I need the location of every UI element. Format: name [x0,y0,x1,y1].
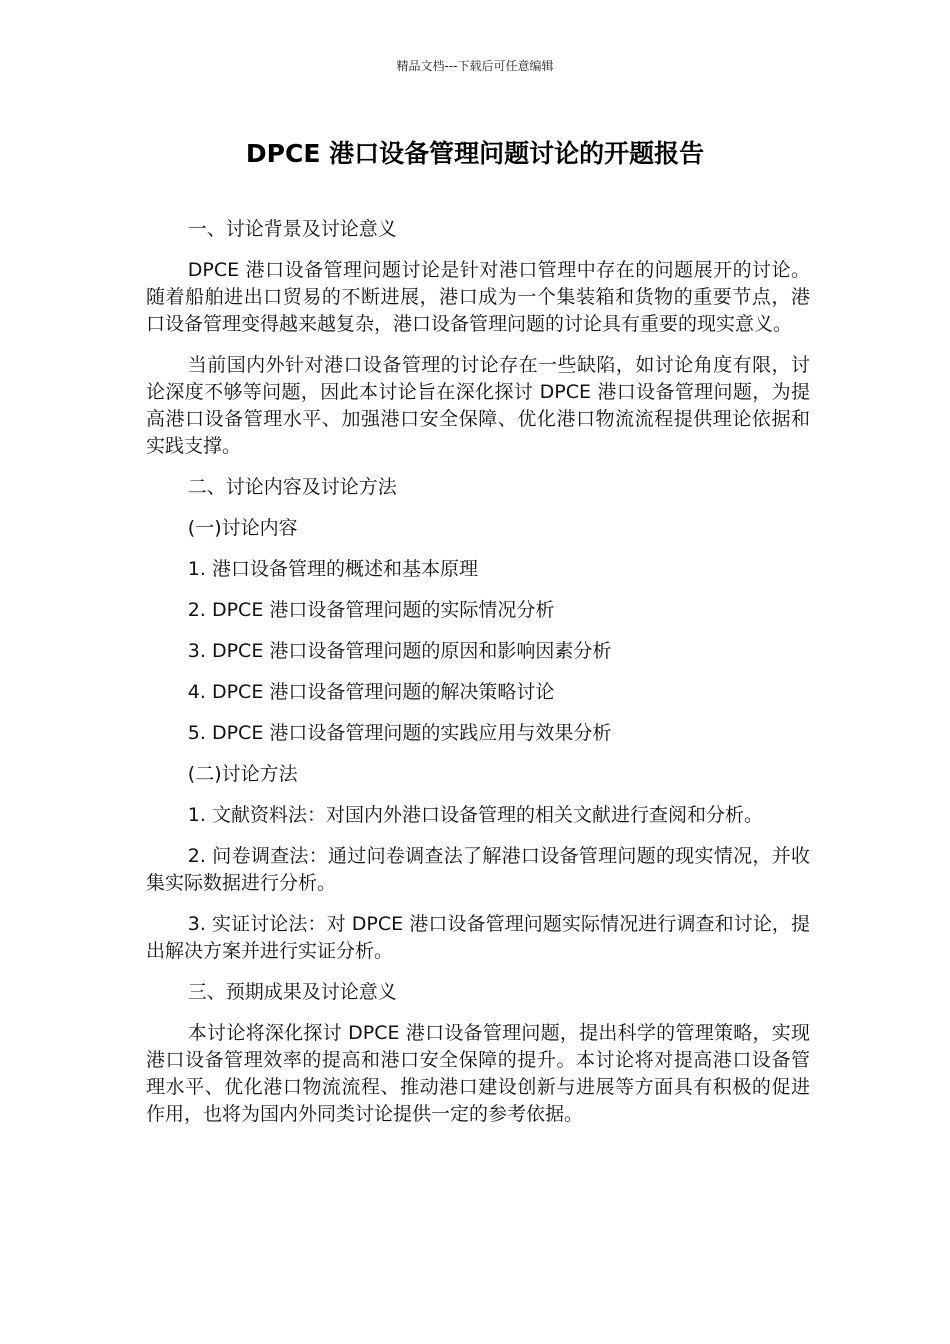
list-item: 2. DPCE 港口设备管理问题的实际情况分析 [187,599,555,621]
list-item: 1. 港口设备管理的概述和基本原理 [187,558,478,580]
section-heading-3: 三、预期成果及讨论意义 [187,981,397,1003]
subsection-heading: (一)讨论内容 [187,517,298,539]
list-item: 1. 文献资料法：对国内外港口设备管理的相关文献进行查阅和分析。 [187,804,763,826]
list-item: 3. 实证讨论法：对 DPCE 港口设备管理问题实际情况进行调查和讨论，提出解决方案并进行实证分析。 [146,913,810,962]
list-item: 2. 问卷调查法：通过问卷调查法了解港口设备管理问题的现实情况，并收集实际数据进行分析。 [146,845,810,894]
list-item: 3. DPCE 港口设备管理问题的原因和影响因素分析 [187,640,612,662]
paragraph: 本讨论将深化探讨 DPCE 港口设备管理问题，提出科学的管理策略，实现港口设备管理效率的提高和港口安全保障的提升。本讨论将对提高港口设备管理水平、优化港口物流流程、推动港口建设创新与进展等方面具有积极的促进作用，也将为国内外同类讨论提供一定的参考依据。 [146,1022,810,1125]
document-body [146,216,810,1142]
section-heading-1: 一、讨论背景及讨论意义 [187,218,397,240]
document-title: DPCE 港口设备管理问题讨论的开题报告 [245,139,705,168]
section-heading-2: 二、讨论内容及讨论方法 [187,476,397,498]
subsection-heading: (二)讨论方法 [187,763,298,785]
paragraph: DPCE 港口设备管理问题讨论是针对港口管理中存在的问题展开的讨论。随着船舶进出口贸易的不断进展，港口成为一个集装箱和货物的重要节点，港口设备管理变得越来越复杂，港口设备管理问题的讨论具有重要的现实意义。 [146,259,810,335]
list-item: 5. DPCE 港口设备管理问题的实践应用与效果分析 [187,722,612,744]
list-item: 4. DPCE 港口设备管理问题的解决策略讨论 [187,681,555,703]
paragraph: 当前国内外针对港口设备管理的讨论存在一些缺陷，如讨论角度有限，讨论深度不够等问题，因此本讨论旨在深化探讨 DPCE 港口设备管理问题，为提高港口设备管理水平、加强港口安全保障、优化港口物流流程提供理论依据和实践支撑。 [146,354,810,457]
header-note: 精品文档---下载后可任意编辑 [396,59,554,73]
